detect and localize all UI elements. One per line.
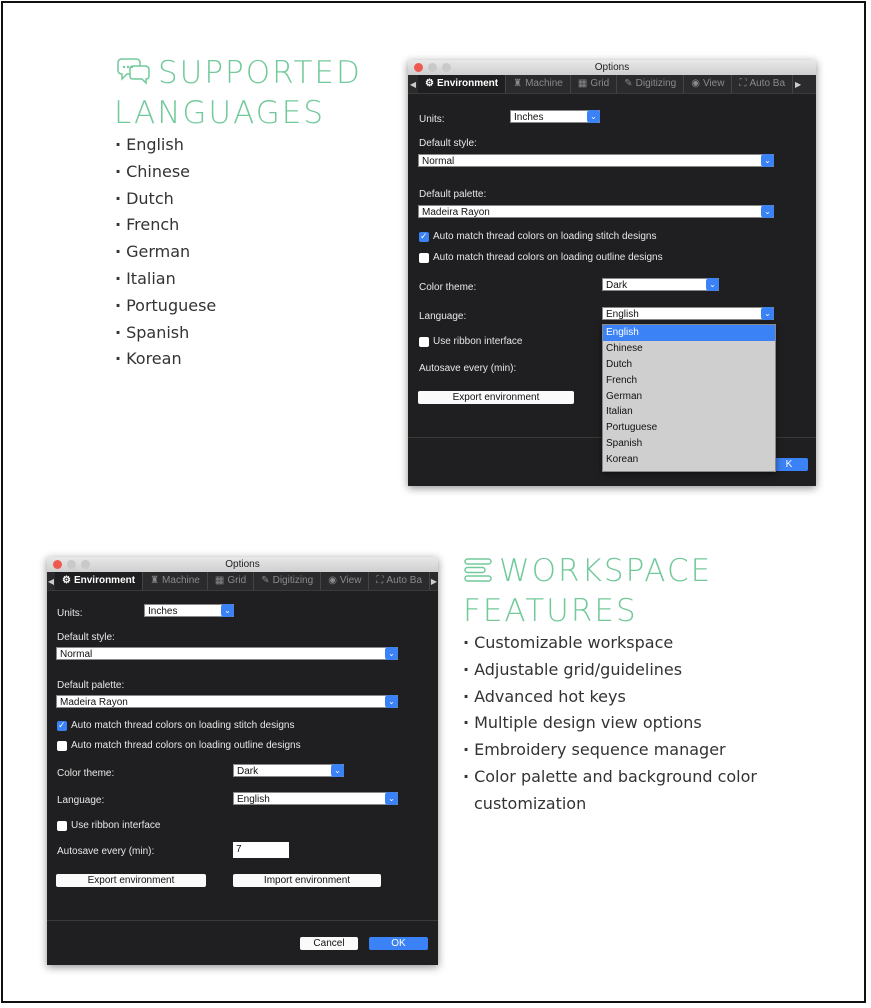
default-style-select[interactable] (418, 154, 774, 167)
grid-icon: ▦ (214, 575, 225, 586)
color-theme-select[interactable] (602, 278, 719, 291)
options-window-bottom (47, 557, 438, 965)
checkbox-checked-icon (57, 721, 67, 731)
workspace-list (463, 630, 757, 818)
checkbox-label: Auto match thread colors on loading stitch designs (433, 231, 657, 242)
window-controls (53, 560, 90, 569)
language-option[interactable]: English (603, 325, 775, 341)
zoom-button[interactable] (442, 63, 451, 72)
language-value: English (237, 794, 270, 805)
gear-icon: ⚙ (61, 575, 71, 586)
tab-digitizing[interactable] (617, 75, 684, 93)
auto-match-stitch-checkbox[interactable] (419, 231, 656, 242)
language-select[interactable] (233, 792, 398, 805)
tab-label: Machine (525, 78, 563, 89)
default-style-label: Default style: (57, 632, 115, 643)
units-label: Units: (57, 608, 83, 619)
chat-bubbles-icon (114, 56, 152, 94)
tab-label: Auto Ba (386, 575, 423, 586)
units-select[interactable] (144, 604, 234, 617)
checkbox-unchecked-icon (57, 821, 67, 831)
list-item: · Spanish (115, 320, 216, 347)
list-item: · Customizable workspace (463, 630, 757, 657)
title-bar (47, 557, 438, 572)
tab-label: View (702, 78, 725, 89)
expand-icon: ⛶ (739, 78, 747, 89)
checkbox-label: Auto match thread colors on loading outline designs (433, 252, 663, 263)
minimize-button[interactable] (67, 560, 76, 569)
tab-view[interactable] (321, 572, 369, 590)
export-environment-button[interactable]: Export environment (56, 874, 206, 887)
tab-view[interactable] (684, 75, 732, 93)
sewing-machine-icon: ♜ (150, 575, 160, 586)
tab-label: Machine (162, 575, 200, 586)
list-item: · Color palette and background color (463, 764, 757, 791)
ribbon-checkbox[interactable] (419, 336, 523, 347)
language-value: English (606, 309, 639, 320)
list-item: · Portuguese (115, 293, 216, 320)
digitizing-icon: ✎ (624, 78, 633, 89)
default-style-value: Normal (60, 649, 93, 660)
default-palette-label: Default palette: (419, 189, 487, 200)
tab-label: Grid (227, 575, 247, 586)
title-bar (408, 60, 816, 75)
grid-icon: ▦ (577, 78, 588, 89)
color-theme-label: Color theme: (57, 768, 115, 779)
tab-label: Digitizing (635, 78, 677, 89)
close-button[interactable] (414, 63, 423, 72)
window-controls (414, 63, 451, 72)
list-item: · French (115, 212, 216, 239)
chevron-down-icon: ⌄ (587, 110, 600, 123)
ribbon-checkbox[interactable] (57, 820, 161, 831)
sewing-machine-icon: ♜ (513, 78, 523, 89)
chevron-down-icon: ⌄ (221, 604, 234, 617)
checkbox-label: Auto match thread colors on loading outline designs (71, 740, 301, 751)
list-item: · Italian (115, 266, 216, 293)
list-item: · Korean (115, 346, 216, 373)
color-theme-value: Dark (237, 766, 259, 777)
list-lines-icon (463, 554, 493, 592)
ok-button[interactable]: OK (369, 937, 428, 950)
zoom-button[interactable] (81, 560, 90, 569)
checkbox-label: Use ribbon interface (71, 820, 161, 831)
expand-icon: ⛶ (376, 575, 384, 586)
checkbox-unchecked-icon (419, 337, 429, 347)
units-label: Units: (419, 114, 445, 125)
checkbox-label: Auto match thread colors on loading stitch designs (71, 720, 295, 731)
import-environment-button[interactable]: Import environment (233, 874, 381, 887)
eye-icon: ◉ (328, 575, 337, 586)
tab-environment[interactable] (418, 75, 506, 93)
tab-label: Environment (73, 575, 136, 586)
checkbox-unchecked-icon (57, 741, 67, 751)
window-title: Options (225, 559, 260, 570)
language-option[interactable]: Portuguese (606, 422, 658, 434)
default-palette-select[interactable] (418, 205, 774, 218)
gear-icon: ⚙ (425, 78, 434, 89)
chevron-down-icon: ⌄ (385, 647, 398, 660)
tab-auto-backup[interactable] (369, 572, 430, 590)
list-item: · German (115, 239, 216, 266)
chevron-down-icon: ⌄ (706, 278, 719, 291)
default-palette-label: Default palette: (57, 680, 125, 691)
language-option[interactable]: Chinese (606, 342, 643, 354)
tab-auto-backup[interactable] (732, 75, 793, 93)
tab-scroll-right-icon[interactable]: ▶ (794, 79, 802, 89)
list-item: · Multiple design view options (463, 710, 757, 737)
list-item: · Advanced hot keys (463, 684, 757, 711)
cancel-button[interactable]: Cancel (300, 937, 358, 950)
list-item: · Adjustable grid/guidelines (463, 657, 757, 684)
language-label: Language: (57, 795, 105, 806)
languages-list (115, 132, 216, 373)
color-theme-value: Dark (606, 280, 628, 291)
export-environment-button[interactable]: Export environment (418, 391, 574, 404)
language-select[interactable] (602, 307, 774, 320)
tab-bar (47, 572, 438, 591)
tab-digitizing[interactable] (254, 572, 321, 590)
default-palette-select[interactable] (56, 695, 398, 708)
list-item: customization (474, 793, 587, 813)
workspace-heading-line1: WORKSPACE (499, 553, 713, 589)
default-style-value: Normal (422, 156, 455, 167)
tab-label: Environment (436, 78, 499, 89)
tab-environment[interactable] (55, 572, 143, 590)
checkbox-unchecked-icon (419, 253, 429, 263)
list-item: · Dutch (115, 186, 216, 213)
language-option[interactable]: Spanish (606, 438, 643, 450)
list-item: · English (115, 132, 216, 159)
minimize-button[interactable] (428, 63, 437, 72)
auto-match-stitch-checkbox[interactable] (57, 720, 294, 731)
color-theme-select[interactable] (233, 764, 344, 777)
default-palette-value: Madeira Rayon (422, 207, 490, 218)
chevron-down-icon: ⌄ (761, 154, 774, 167)
footer-divider (47, 920, 438, 921)
list-item: · Chinese (115, 159, 216, 186)
chevron-down-icon: ⌄ (761, 307, 774, 320)
languages-heading-line2: LANGUAGES (114, 94, 326, 131)
checkbox-label: Use ribbon interface (433, 336, 523, 347)
default-style-label: Default style: (419, 138, 477, 149)
auto-match-outline-checkbox[interactable] (419, 252, 663, 263)
language-option[interactable]: Dutch (606, 358, 633, 370)
autosave-label: Autosave every (min): (419, 363, 517, 374)
tab-label: Digitizing (272, 575, 314, 586)
language-option[interactable]: French (606, 374, 638, 386)
tab-label: Grid (590, 78, 610, 89)
autosave-input[interactable]: 7 (233, 842, 289, 858)
tab-grid[interactable] (571, 75, 617, 93)
chevron-down-icon: ⌄ (761, 205, 774, 218)
workspace-heading (463, 552, 712, 630)
auto-match-outline-checkbox[interactable] (57, 740, 301, 751)
close-button[interactable] (53, 560, 62, 569)
language-option[interactable]: Korean (606, 454, 639, 466)
language-option[interactable]: German (606, 390, 643, 402)
language-dropdown-menu (602, 324, 776, 472)
tab-scroll-right-icon[interactable]: ▶ (430, 576, 438, 586)
list-item: · Embroidery sequence manager (463, 737, 757, 764)
eye-icon: ◉ (691, 78, 700, 89)
default-palette-value: Madeira Rayon (60, 697, 128, 708)
tab-bar (408, 75, 816, 94)
tab-machine[interactable] (506, 75, 571, 93)
language-label: Language: (419, 311, 467, 322)
language-option[interactable]: Italian (606, 406, 633, 418)
ok-button[interactable]: K (770, 458, 808, 471)
workspace-heading-line2: FEATURES (463, 592, 638, 629)
default-style-select[interactable] (56, 647, 398, 660)
options-window-top (408, 60, 816, 486)
units-value: Inches (148, 606, 178, 617)
tab-scroll-left-icon[interactable]: ◀ (409, 79, 417, 89)
chevron-down-icon: ⌄ (385, 792, 398, 805)
chevron-down-icon: ⌄ (385, 695, 398, 708)
autosave-label: Autosave every (min): (57, 846, 155, 857)
checkbox-checked-icon (419, 232, 429, 242)
color-theme-label: Color theme: (419, 282, 477, 293)
languages-heading (114, 54, 362, 132)
tab-machine[interactable] (143, 572, 208, 590)
units-select[interactable] (510, 110, 600, 123)
chevron-down-icon: ⌄ (331, 764, 344, 777)
tab-grid[interactable] (208, 572, 254, 590)
languages-heading-line1: SUPPORTED (158, 55, 362, 91)
units-value: Inches (514, 112, 544, 123)
digitizing-icon: ✎ (261, 575, 270, 586)
window-title: Options (594, 62, 630, 73)
tab-scroll-left-icon[interactable]: ◀ (47, 576, 55, 586)
tab-label: View (339, 575, 362, 586)
tab-label: Auto Ba (749, 78, 786, 89)
